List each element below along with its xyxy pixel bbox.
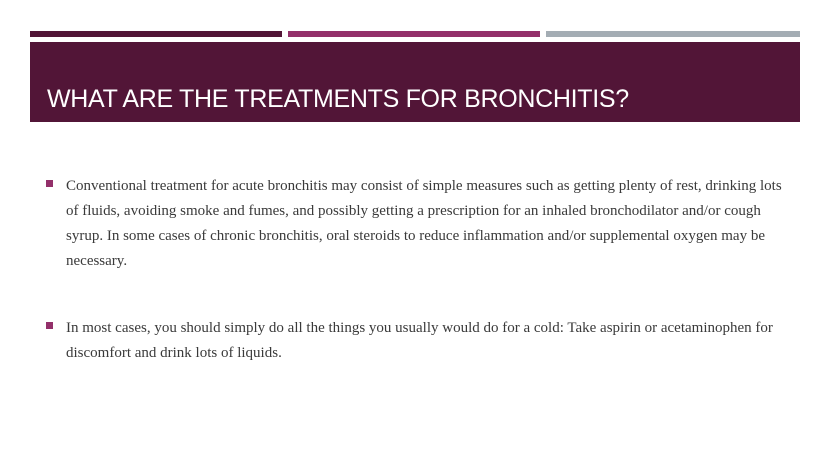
stripe-3 <box>546 31 800 37</box>
list-item <box>46 174 786 274</box>
list-item <box>46 316 786 366</box>
square-bullet-icon <box>46 322 53 329</box>
stripe-1 <box>30 31 282 37</box>
bullet-list <box>46 174 786 366</box>
slide-title: WHAT ARE THE TREATMENTS FOR BRONCHITIS? <box>47 85 629 113</box>
bullet-text: In most cases, you should simply do all the things you usually would do for a cold: Take aspirin or acetaminophen for discomfort and drink lots of liquids. <box>66 320 773 361</box>
bullet-text: Conventional treatment for acute bronchitis may consist of simple measures such as getting plenty of rest, drinking lots of fluids, avoiding smoke and fumes, and possibly getting a prescription for an inhaled bronchodilator and/or cough syrup. In some cases of chronic bronchitis, oral steroids to reduce inflammation and/or supplemental oxygen may be necessary. <box>66 178 782 269</box>
square-bullet-icon <box>46 180 53 187</box>
stripe-2 <box>288 31 540 37</box>
decorative-stripes <box>30 31 800 37</box>
title-bar <box>30 42 800 122</box>
